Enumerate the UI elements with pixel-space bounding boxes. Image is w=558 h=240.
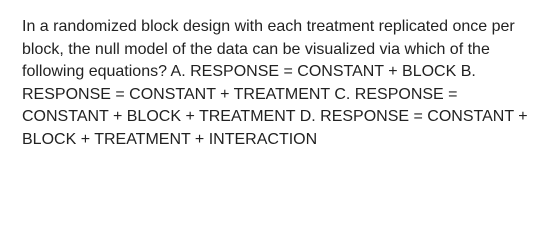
question-text: In a randomized block design with each treatment replicated once per block, the null model of the data can be visualized via which of the following equations? A. RESPONSE = CONSTANT + BLOCK B. RESPONSE = CONSTANT + TREATMENT C. RESPONSE = CONSTANT + BLOCK + TREATMENT D. RESPONSE = CONSTANT + BLOCK + TREATMENT + INTERACTION [22,18,528,148]
